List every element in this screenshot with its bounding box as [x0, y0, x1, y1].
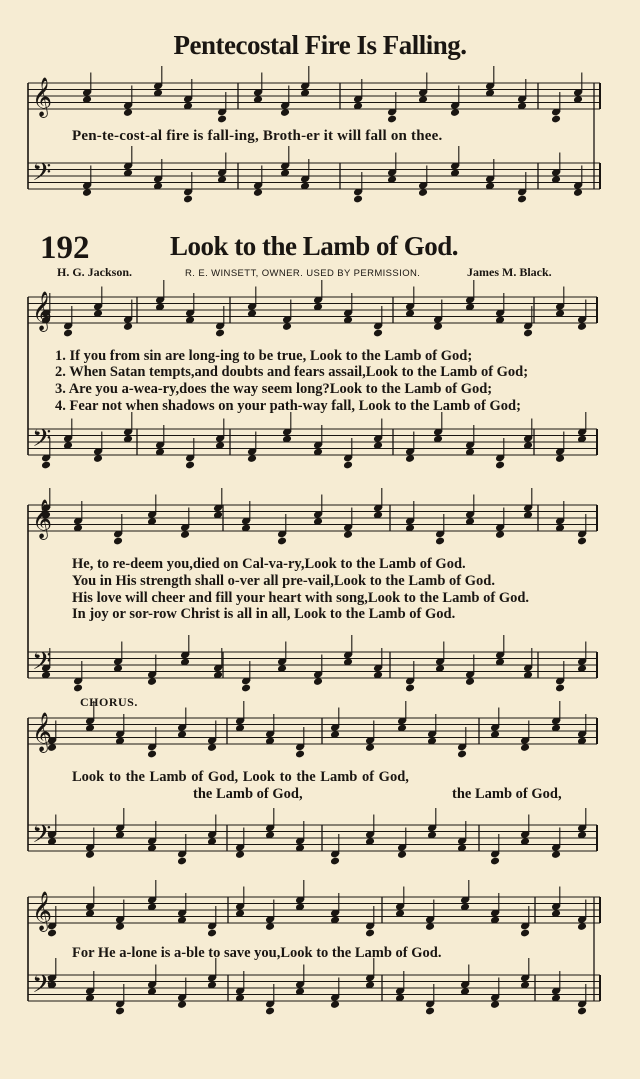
chorus-line-2b: the Lamb of God,: [452, 786, 562, 802]
staff-treble-2-clef: 𝄞: [32, 291, 53, 331]
staff-treble-4-clef: 𝄞: [32, 712, 53, 752]
staff-treble-5-clef: 𝄞: [32, 891, 53, 931]
hymn-title-pentecostal-fire: Pentecostal Fire Is Falling.: [173, 30, 467, 60]
verse-2-line-1: 2. When Satan tempts,and doubts and fears assail,Look to the Lamb of God;: [55, 364, 529, 380]
staff-treble-3-clef: 𝄞: [32, 499, 53, 539]
copyright-notice: R. E. WINSETT, OWNER. USED BY PERMISSION.: [185, 268, 421, 279]
verse-3-line-2: His love will cheer and fill your heart with song,Look to the Lamb of God.: [72, 590, 530, 606]
hymn-number: 192: [40, 230, 90, 266]
chorus-label: CHORUS.: [80, 695, 138, 709]
composer-credit: James M. Black.: [467, 265, 552, 279]
lyricist-credit: H. G. Jackson.: [57, 265, 133, 279]
staff-treble-1-clef: 𝄞: [32, 77, 53, 117]
hymn-title-look-to-lamb: Look to the Lamb of God.: [170, 231, 459, 261]
verse-4-line-2: In joy or sor-row Christ is all in all, Look to the Lamb of God.: [72, 606, 456, 622]
verse-1-line-1: 1. If you from sin are long-ing to be true, Look to the Lamb of God;: [55, 348, 473, 364]
staff-bass-3-clef: 𝄢: [32, 647, 52, 682]
staff-bass-1-clef: 𝄢: [32, 158, 52, 193]
verse-2-line-2: You in His strength shall o-ver all pre-vail,Look to the Lamb of God.: [72, 573, 495, 589]
staff-bass-5-clef: 𝄢: [32, 970, 52, 1005]
verse-1-line-2: He, to re-deem you,died on Cal-va-ry,Look to the Lamb of God.: [72, 556, 466, 572]
verse-3-line-1: 3. Are you a-wea-ry,does the way seem long?Look to the Lamb of God;: [55, 381, 493, 397]
staff-bass-2-clef: 𝄢: [32, 424, 52, 459]
verse-4-line-1: 4. Fear not when shadows on your path-way fall, Look to the Lamb of God;: [55, 398, 521, 414]
chorus-line-1: Look to the Lamb of God, Look to the Lamb of God,: [72, 769, 409, 785]
staff-bass-4-clef: 𝄢: [32, 820, 52, 855]
final-line: For He a-lone is a-ble to save you,Look to the Lamb of God.: [72, 945, 442, 961]
lyric-line-pentecostal: Pen-te-cost-al fire is fall-ing, Broth-er it will fall on thee.: [72, 128, 443, 144]
chorus-line-2a: the Lamb of God,: [193, 786, 303, 802]
